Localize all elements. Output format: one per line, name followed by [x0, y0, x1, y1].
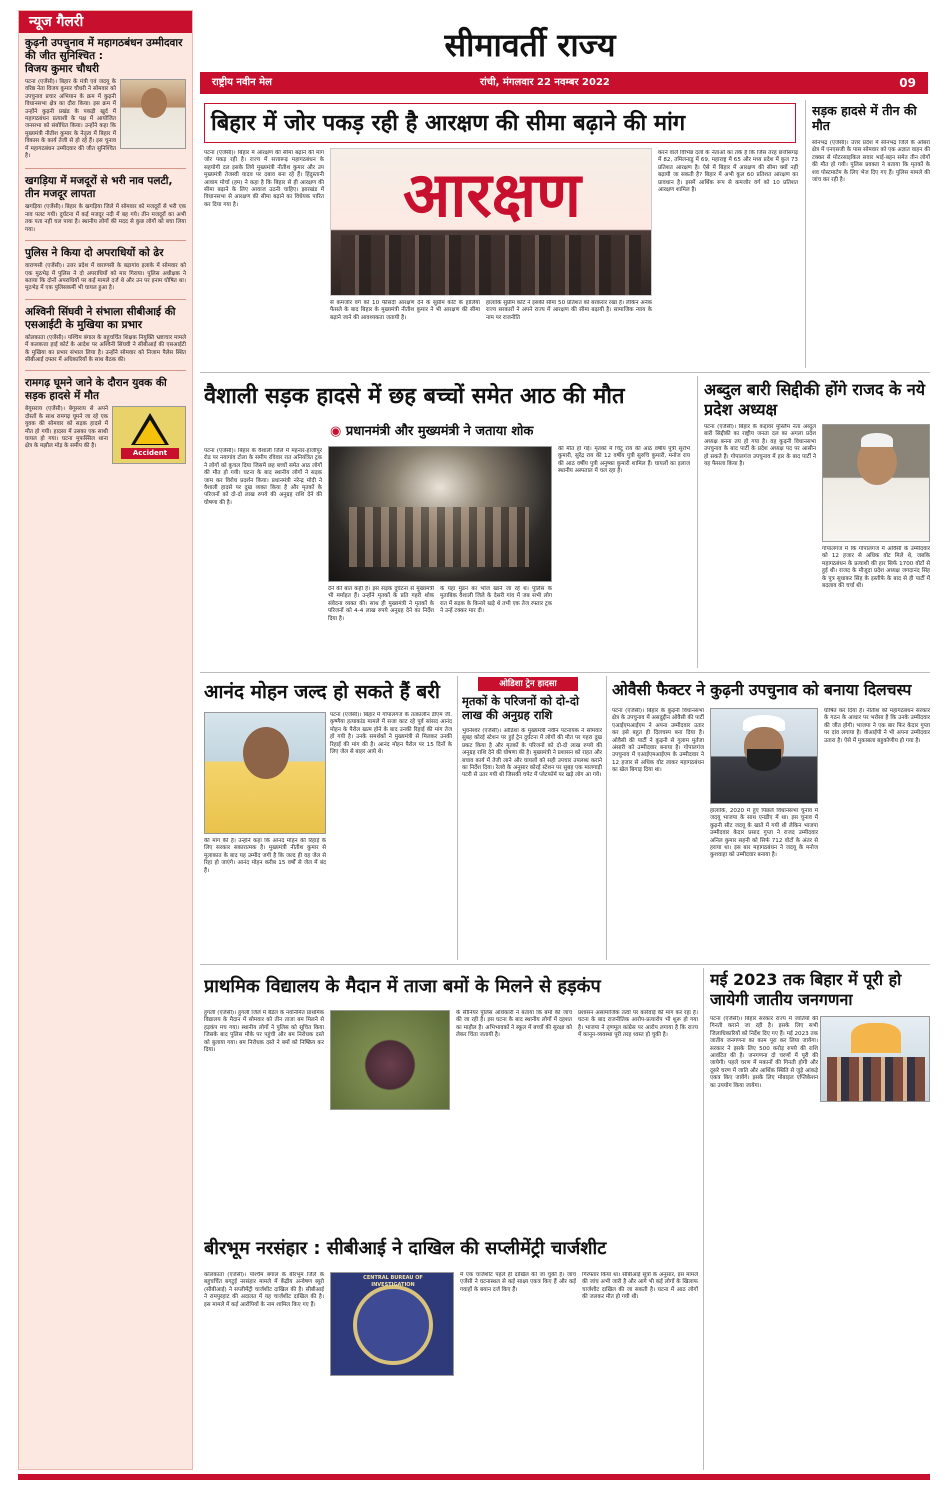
sidebar-story-boat-headline: खगड़िया में मजदूरों से भरी नाव पलटी, तीन मजदूर लापता: [25, 175, 173, 201]
sidebar-story-encounter: [19, 245, 192, 295]
owaisi-body-left: पटना (एजेंसी)। बिहार के कुढ़नी विधानसभा क्षेत्र के उपचुनाव में असदुद्दीन ओवैसी की पार्टी एआईएमआईएम ने अपना उम्मीदवार उतार कर इसे बहुत ही दिलचस्प बना दिया है। ओवैसी की पार्टी ने कुढ़नी से गुलाम मुर्तजा अंसारी को उम्मीदवार बनाया है। गोपालगंज उपचुनाव में एआईएमआईएम के उम्मीदवार ने 12 हजार से अधिक वोट लाकर महागठबंधन का खेल बिगाड़ दिया था।: [612, 708, 704, 774]
masthead-bar: [200, 72, 928, 94]
paper-name: राष्ट्रीय नवीन मेल: [212, 77, 272, 88]
vaishali-subhead: [330, 422, 670, 442]
reservation-body-right: करने वाले विभिन्न दलों के नेताओं का तर्क है कि जिस तरह छत्तीसगढ़ में 82, तमिलनाडु में 69, महाराष्ट्र में 65 और मध्य प्रदेश में कुल 73 प्रतिशत आरक्षण है। ऐसे में बिहार में आरक्षण की सीमा क्यों नहीं बढ़ायी जा सकती है? बिहार में अभी कुल 60 प्रतिशत आरक्षण का प्रावधान है। इसमें आर्थिक रूप से कमजोर वर्ग को 10 प्रतिशत आरक्षण शामिल है।: [658, 150, 798, 194]
sidebar-story-ramgarh: [19, 375, 192, 458]
birbhum-headline: बीरभूम नरसंहार : सीबीआई ने दाखिल की सप्लीमेंट्री चार्जशीट: [204, 1238, 607, 1259]
right-accident-headline: सड़क हादसे में तीन की मौत: [812, 103, 917, 133]
sidebar-story-encounter-headline: पुलिस ने किया दो अपराधियों को ढेर: [25, 247, 164, 260]
reservation-image-word: आरक्षण: [402, 158, 581, 231]
census-headline: मई 2023 तक बिहार में पूरी हो जायेगी जातीय जनगणना: [710, 970, 902, 1009]
sidebar-story-ramgarh-body: बेगूसराय (एजेंसी)। बेगूसराय से अपने दोस्तों के साथ रामगढ़ घूमने जा रहे एक युवक की सोमवार को सड़क हादसे में मौत हो गयी। हादसा में उसका एक साथी घायल हो गया। घटना मुफस्सिल थाना क्षेत्र के मझौल मोड़ के समीप की है।: [25, 406, 108, 450]
siddiqui-body-left: पटना (एजेंसी)। बिहार के कद्दावर मुस्लिम नेता अब्दुल बारी सिद्दीकी का राष्ट्रीय जनता दल का अगला प्रदेश अध्यक्ष बनना तय हो गया है। वह कुढ़नी विधानसभा उपचुनाव के बाद पार्टी के प्रदेश अध्यक्ष पद पर आसीन हो सकते हैं। गोपालगंज उपचुनाव में हार के बाद पार्टी ने यह फैसला किया है।: [704, 424, 816, 468]
reservation-body-mid: से कमजोर वर्ग को 10 फीसदी आरक्षण देने के सुप्रीम कोर्ट के हालिया फैसले के बाद बिहार के मुख्यमंत्री नीतीश कुमार ने भी आरक्षण की सीमा बढ़ाने जाने की आवश्यकता जतायी है।: [330, 300, 480, 321]
bomb-photo: [330, 1010, 450, 1110]
reservation-body-mid2: हालांकि सुप्रीम कोर्ट ने इसकी सीमा 50 प्रतिशत को बरकरार रखा है। लेकिन अनेक राज्य सरकारों ने अपने राज्य में आरक्षण की सीमा बढ़ायी है। सामाजिक न्याय के नाम पर राजनीति: [486, 300, 652, 321]
vaishali-body-mid2: के यहां मुंडन का भोज खाने जा रहे थे। पुलिस के मुताबिक वैशाली जिले के देसरी गांव में जब सभी लोग रात में सड़क के किनारे खड़े थे तभी एक तेज रफ्तार ट्रक ने उन्हें टक्कर मार दी।: [440, 586, 552, 615]
anand-mohan-body-left: पटना (एजेंसी)। बिहार में गोपालगंज के तत्कालीन डीएम जी. कृष्णैया हत्याकांड मामले में सजा काट रहे पूर्व सांसद आनंद मोहन के पैरोल खत्म होने के बाद उनकी रिहाई की मांग तेज हो गयी है। उनके समर्थकों ने मुख्यमंत्री से मिलकर उनकी रिहाई की मांग की है। आनंद मोहन पैरोल पर 15 दिनों के लिए जेल से बाहर आये थे।: [330, 712, 452, 756]
reservation-headline: बिहार में जोर पकड़ रही है आरक्षण की सीमा बढ़ाने की मांग: [204, 103, 796, 143]
sidebar-story-boat: [19, 173, 192, 236]
vaishali-body-left: पटना (एजेंसी)। बिहार के वैशाली जिले में महनार-हाजीपुर रोड पर नयागांव टोला के समीप रविवार रात अनियंत्रित ट्रक ने लोगों को कुचल दिया जिसमें छह बच्चों समेत आठ लोगों की मौत हो गयी। घटना के बाद स्थानीय लोगों ने सड़क जाम कर विरोध प्रदर्शन किया। प्रधानमंत्री नरेन्द्र मोदी ने वैशाली हादसे पर दुख व्यक्त किया है और मृतकों के परिजनों को दो-दो लाख रुपये की अनुग्रह राशि देने की घोषणा की है।: [204, 448, 322, 506]
dateline: रांची, मंगलवार 22 नवम्बर 2022: [480, 77, 610, 88]
school-body-right: प्रशासन असामाजिक तत्वों पर कार्रवाई की मांग कर रहा है। घटना के बाद राजनीतिक आरोप-प्रत्यारोप भी शुरू हो गया है। भाजपा ने तृणमूल कांग्रेस पर आरोप लगाया है कि राज्य में कानून-व्यवस्था पूरी तरह ध्वस्त हो चुकी है।: [578, 1010, 698, 1039]
reservation-body-left: पटना (एजेंसी)। बिहार में आरक्षण की सीमा बढ़ाने की मांग जोर पकड़ रही है। राज्य में सत्तारूढ़ महागठबंधन के सहयोगी दल इसके लिये मुख्यमंत्री नीतीश कुमार और उप मुख्यमंत्री तेजस्वी यादव पर दबाव बना रहे हैं। हिंदुस्तानी आवाम मोर्चा (हम) ने कहा है कि बिहार से ही आरक्षण की सीमा बढ़ाने के लिए आवाज उठनी चाहिए। झारखंड में विधानसभा से आरक्षण की सीमा बढ़ाने का विधेयक पारित कर दिया गया है।: [204, 150, 324, 208]
census-body: पटना (एजेंसी)। बिहार सरकार राज्य में जातियों की गिनती कराने जा रही है। इसके लिए सभी जिलाधिकारियों को निर्देश दिए गए हैं। मई 2023 तक जातीय जनगणना का काम पूरा कर लिया जायेगा। सरकार ने इसके लिए 500 करोड़ रुपये की राशि आवंटित की है। जनगणना दो चरणों में पूरी की जायेगी। पहले चरण में मकानों की गिनती होगी और दूसरे चरण में जाति और आर्थिक स्थिति से जुड़े आंकड़े एकत्र किए जायेंगे। इसके लिए मोबाइल एप्लिकेशन का उपयोग किया जायेगा।: [710, 1016, 818, 1089]
vaishali-subhead-text: प्रधानमंत्री और मुख्यमंत्री ने जताया शोक: [345, 424, 534, 439]
bullet-icon: ◉: [330, 424, 346, 439]
left-sidebar: [18, 10, 193, 1470]
siddiqui-headline: अब्दुल बारी सिद्दीकी होंगे राजद के नये प्रदेश अध्यक्ष: [704, 380, 926, 419]
news-gallery-banner: न्यूज गैलरी: [19, 11, 192, 33]
sidebar-story-boat-body: खगड़िया (एजेंसी)। बिहार के खगड़िया जिले में सोमवार को मजदूरों से भरी एक नाव पलट गयी। दुर्घटना में कई मजदूर नदी में बह गये। तीन मजदूरों का अभी तक पता नहीं चल पाया है। स्थानीय लोगों की मदद से कुछ लोगों को बचा लिया गया।: [25, 204, 186, 233]
odisha-body: भुवनेश्वर (एजेंसी)। ओडिशा के मुख्यमंत्री नवीन पटनायक ने सोमवार सुबह कोरई स्टेशन पर हुई ट्रेन दुर्घटना में लोगों की मौत पर गहरा दुख प्रकट किया है और मृतकों के परिजनों को दो-दो लाख रुपये की अनुग्रह राशि देने की घोषणा की है। मुख्यमंत्री ने प्रशासन को राहत और बचाव कार्य में तेजी लाने और घायलों को सही उपचार उपलब्ध कराने का निर्देश दिया। रेलवे के अनुसार कोरई स्टेशन पर सुबह एक मालगाड़ी पटरी से उतर गयी थी जिसकी चपेट में प्लेटफॉर्म पर खड़े लोग आ गये।: [462, 728, 602, 779]
reservation-image: [330, 148, 652, 296]
odisha-headline: मृतकों के परिजनों को दो-दो लाख की अनुग्रह राशि: [462, 694, 579, 722]
cbi-seal-text: CENTRAL BUREAU OF INVESTIGATION: [363, 1275, 423, 1288]
vaishali-accident-photo: [328, 446, 552, 582]
siddiqui-photo: [822, 424, 930, 542]
school-headline: प्राथमिक विद्यालय के मैदान में ताजा बमों के मिलने से हड़कंप: [204, 976, 601, 997]
vijay-chaudhary-photo: [120, 79, 186, 149]
anand-mohan-photo: [204, 712, 326, 834]
birbhum-body-mid: में एक चार्जशीट पहले ही दाखिल की जा चुकी है। जांच एजेंसी ने घटनास्थल से कई साक्ष्य एकत्र किए हैं और कई गवाहों के बयान दर्ज किए हैं।: [460, 1272, 576, 1293]
section-title: सीमावर्ती राज्य: [444, 26, 616, 64]
owaisi-headline: ओवैसी फैक्टर ने कुढ़नी उपचुनाव को बनाया दिलचस्प: [612, 681, 912, 699]
accident-label: Accident: [121, 448, 179, 459]
sidebar-story-cbi-body: कोलकाता (एजेंसी)। पश्चिम बंगाल के बहुचर्चित शिक्षक नियुक्ति भ्रष्टाचार मामले में कलकत्ता हाई कोर्ट के आदेश पर अश्विनी सिंघवी ने सीबीआई की एसआईटी के मुखिया का प्रभार संभाल लिया है। उन्होंने सोमवार को निजाम पैलेस स्थित सीबीआई दफ्तर में अधिकारियों के साथ बैठक की।: [25, 334, 186, 363]
owaisi-photo: [710, 708, 818, 804]
anand-mohan-headline: आनंद मोहन जल्द हो सकते हैं बरी: [204, 681, 440, 703]
owaisi-body-right: घोषित कर दिया है। नीतीश को महागठबंधन सरकार के गठन के आधार पर भरोसा है कि उनके उम्मीदवार की जीत होगी। भाजपा ने एक बार फिर केदार गुप्ता पर दांव लगाया है। वीआईपी ने भी अपना उम्मीदवार उतारा है। ऐसे में मुकाबला बहुकोणीय हो गया है।: [824, 708, 930, 744]
page-bottom-bar: [18, 1474, 930, 1480]
right-accident-body: सोनभद्र (एजेंसी)। उत्तर प्रदेश में सोनभद्र जिले के ओबरा क्षेत्र में एनएसजी के पास सोमवार को एक अज्ञात वाहन की टक्कर से मोटरसाइकिल सवार भाई-बहन समेत तीन लोगों की मौत हो गयी। पुलिस प्रवक्ता ने बताया कि मृतकों के शव पोस्टमार्टम के लिए भेज दिए गए हैं। पुलिस मामले की जांच कर रही है।: [812, 140, 930, 184]
cbi-seal-photo: [330, 1272, 454, 1376]
sidebar-story-kudhni: [19, 33, 192, 164]
school-body-mid: के सीनियर पुलिस अधिकारी ने बताया कि बमों की जांच की जा रही है। इस घटना के बाद स्थानीय लोगों में दहशत का माहौल है। अभिभावकों ने स्कूल में बच्चों की सुरक्षा को लेकर चिंता जतायी है।: [456, 1010, 572, 1039]
vaishali-headline: वैशाली सड़क हादसे में छह बच्चों समेत आठ की मौत: [204, 384, 625, 409]
sidebar-story-kudhni-body: पटना (एजेंसी)। बिहार के मंत्री एवं जदयू के वरिष्ठ नेता विजय कुमार चौधरी ने सोमवार को उपचुनाव प्रचार अभियान के क्रम में कुढ़नी विधानसभा क्षेत्र का दौरा किया। इस क्रम में उन्होंने कुढ़नी प्रखंड के पकड़ी खुर्द में महागठबंधन प्रत्याशी के पक्ष में आयोजित जनसभा को संबोधित किया। उन्होंने कहा कि मुख्यमंत्री नीतीश कुमार के नेतृत्व में बिहार में विकास के कार्य तेजी से हो रहे हैं। इस चुनाव में महागठबंधन उम्मीदवार की जीत सुनिश्चित है।: [25, 79, 116, 160]
owaisi-body-mid: हालांकि, 2020 में हुए पिछले विधानसभा चुनाव में जदयू भाजपा के साथ एनडीए में था। इस चुनाव में कुढ़नी सीट जदयू के खाते में गयी थी लेकिन भाजपा उम्मीदवार केदार प्रसाद गुप्ता ने राजद उम्मीदवार अनिल कुमार सहनी को सिर्फ 712 वोटों के अंतर से हराया था। इस बार महागठबंधन ने जदयू के मनोज कुशवाहा को उम्मीदवार बनाया है।: [710, 808, 818, 859]
sidebar-story-cbi: [19, 304, 192, 367]
birbhum-body-right: गिरफ्तार किया था। सीबीआई सूत्रों के अनुसार, इस मामले की जांच अभी जारी है और आगे भी कई लोगों के खिलाफ चार्जशीट दाखिल की जा सकती है। घटना में आठ लोगों की जलकर मौत हो गयी थी।: [582, 1272, 698, 1301]
accident-sign-image: [112, 406, 186, 464]
sidebar-story-ramgarh-headline: रामगढ़ घूमने जाने के दौरान युवक की सड़क हादसे में मौत: [25, 377, 167, 403]
anand-mohan-body-right: की मांग की है। उन्होंने कहा कि आनंद मोहन की रिहाई के लिए सरकार सकारात्मक है। मुख्यमंत्री नीतीश कुमार से मुलाकात के बाद यह उम्मीद जगी है कि जल्द ही वह जेल से रिहा हो जाएंगे। आनंद मोहन करीब 15 वर्षों से जेल में बंद हैं।: [204, 838, 326, 874]
siddiqui-body-right: गोपालगंज में कि गोपालगंज में ओवैसी के उम्मीदवार को 12 हजार से अधिक वोट मिले थे, जबकि महागठबंधन के प्रत्याशी की हार सिर्फ 1700 वोटों से हुई थी। राजद के मौजूदा प्रदेश अध्यक्ष जगदानंद सिंह के पुत्र सुधाकर सिंह के इस्तीफे के बाद से ही पार्टी में बदलाव की चर्चा थी।: [822, 546, 930, 590]
sidebar-story-encounter-body: वाराणसी (एजेंसी)। उत्तर प्रदेश में वाराणसी के बड़ागांव इलाके में सोमवार को एक मुठभेड़ में पुलिस ने दो अपराधियों को मार गिराया। पुलिस अधीक्षक ने बताया कि दोनों अपराधियों पर कई मामले दर्ज थे और उन पर इनाम घोषित था। मुठभेड़ में एक पुलिसकर्मी भी घायल हुआ है।: [25, 263, 186, 292]
sidebar-story-cbi-headline: अश्विनी सिंघवी ने संभाला सीबीआई की एसआईटी के मुखिया का प्रभार: [25, 305, 176, 331]
birbhum-body-left: कोलकाता (एजेंसी)। पश्चिम बंगाल के बीरभूम जिले के बहुचर्चित बगटुई नरसंहार मामले में केंद्रीय अन्वेषण ब्यूरो (सीबीआई) ने सप्लीमेंट्री चार्जशीट दाखिल की है। सीबीआई ने रामपुरहाट की अदालत में यह चार्जशीट दाखिल की है। इस मामले में कई आरोपियों के नाम शामिल किए गए हैं।: [204, 1272, 324, 1308]
sidebar-story-kudhni-subhead: विजय कुमार चौधरी: [25, 63, 99, 75]
cbi-seal: [353, 1285, 433, 1365]
page-number: 09: [899, 76, 916, 90]
census-photo: [820, 1016, 930, 1102]
sidebar-story-kudhni-headline: कुढ़नी उपचुनाव में महागठबंधन उम्मीदवार की जीत सुनिश्चित :: [25, 37, 183, 62]
vaishali-body-mid: देने की बात कही है। इस सड़क दुर्घटना से मुख्यमंत्री भी मर्माहत हैं। उन्होंने मृतकों के प्रति गहरी शोक संवेदना व्यक्त की। साथ ही मुख्यमंत्री ने मृतकों के परिजनों को 4-4 लाख रुपये अनुग्रह देने का निर्देश दिया है।: [328, 586, 434, 622]
vaishali-body-right: की मौत हो गई। मृतकों में चिंटू राय की आठ वर्षीय पुत्री सुरभि कुमारी, सुरेंद्र राय की 12 वर्षीय पुत्री सुरुचि कुमारी, मनोज राय की आठ वर्षीय पुत्री अनुष्का कुमारी शामिल हैं। घायलों का इलाज स्थानीय अस्पताल में चल रहा है।: [558, 446, 690, 475]
school-body-left: हुगली (एजेंसी)। हुगली जिले में बैंडेल के नवनिर्मित प्राथमिक विद्यालय के मैदान में सोमवार को तीन ताजा बम मिलने से हड़कंप मच गया। स्थानीय लोगों ने पुलिस को सूचित किया जिसके बाद पुलिस मौके पर पहुंची और बम निरोधक दस्ते को बुलाया गया। बम निरोधक दस्ते ने बमों को निष्क्रिय कर दिया।: [204, 1010, 324, 1054]
odisha-kicker: ओडिशा ट्रेन हादसा: [478, 677, 578, 691]
